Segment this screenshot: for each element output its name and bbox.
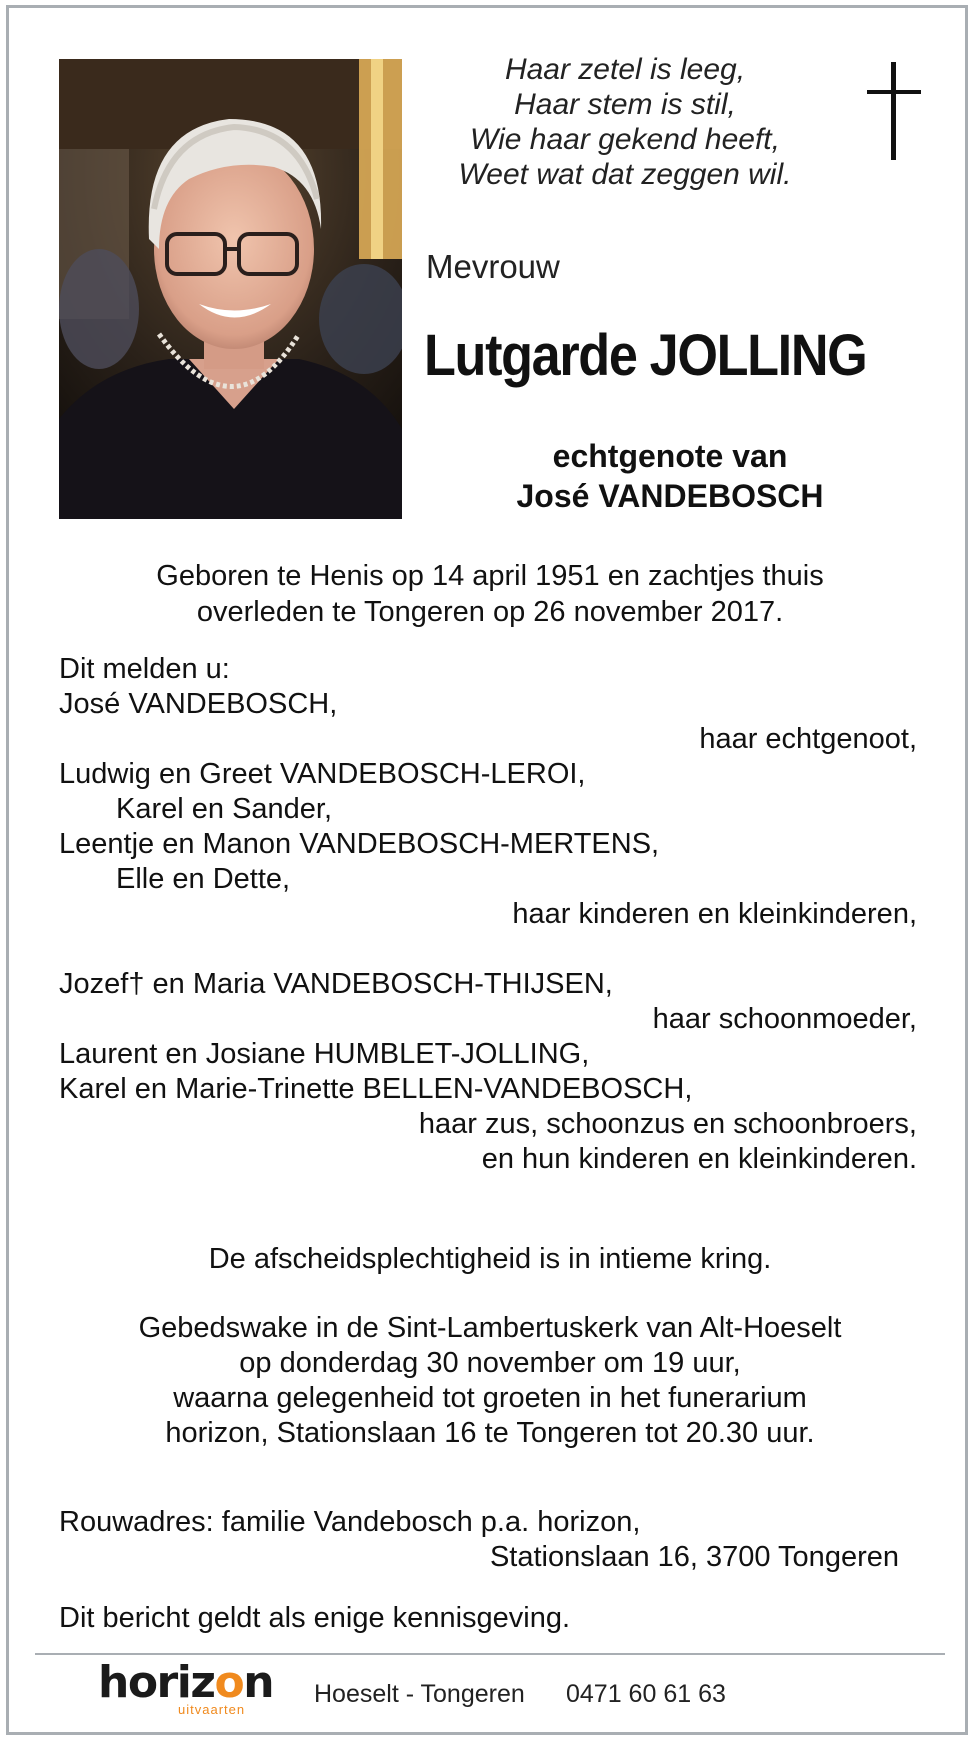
ceremony-text: De afscheidsplechtigheid is in intieme kring.: [208, 1243, 772, 1275]
condolence-address: [59, 1505, 899, 1575]
logo-wordmark: [98, 1658, 278, 1708]
wake-info: [60, 1311, 920, 1451]
spouse-relation: echtgenote van: [552, 438, 788, 474]
birth-line: Geboren te Henis op 14 april 1951 en zachtjes thuis: [156, 560, 824, 592]
spouse-name: José VANDEBOSCH: [516, 478, 824, 514]
mourner-line: en hun kinderen en kleinkinderen.: [481, 1143, 917, 1175]
mourner-line: haar echtgenoot,: [699, 723, 917, 755]
mourner-line: Elle en Dette,: [116, 863, 291, 895]
mourner-line: Jozef† en Maria VANDEBOSCH-THIJSEN,: [59, 968, 613, 1000]
footer-divider: [35, 1653, 945, 1655]
logo-accent-o: o: [214, 1657, 244, 1708]
mourner-line: haar schoonmoeder,: [652, 1003, 917, 1035]
death-line: overleden te Tongeren op 26 november 2017.: [196, 596, 784, 628]
mourner-line: José VANDEBOSCH,: [59, 688, 338, 720]
mourners-list: [59, 652, 917, 1177]
poem-line: Weet wat dat zeggen wil.: [458, 158, 792, 191]
poem: [420, 52, 830, 192]
mourner-line: Karel en Sander,: [116, 793, 333, 825]
mourner-line: haar kinderen en kleinkinderen,: [512, 898, 917, 930]
mourner-line: Laurent en Josiane HUMBLET-JOLLING,: [59, 1038, 590, 1070]
poem-line: Haar zetel is leeg,: [504, 53, 746, 86]
mourner-spacer: [59, 932, 917, 967]
wake-line: op donderdag 30 november om 19 uur,: [239, 1347, 741, 1379]
cross-icon: [864, 62, 924, 160]
logo-part: horiz: [98, 1657, 215, 1708]
poem-line: Wie haar gekend heeft,: [470, 123, 780, 156]
wake-line: Gebedswake in de Sint-Lambertuskerk van Alt-Hoeselt: [138, 1312, 842, 1344]
wake-line: horizon, Stationslaan 16 te Tongeren tot 20.30 uur.: [165, 1417, 815, 1449]
birth-death-info: [60, 558, 920, 630]
mourner-line: Ludwig en Greet VANDEBOSCH-LEROI,: [59, 758, 586, 790]
logo-part: n: [243, 1657, 274, 1708]
mourner-line: Leentje en Manon VANDEBOSCH-MERTENS,: [59, 828, 660, 860]
portrait-photo: [59, 59, 402, 519]
spouse-block: [440, 436, 900, 516]
logo-subtitle: uitvaarten: [178, 1702, 246, 1717]
wake-line: waarna gelegenheid tot groeten in het funerarium: [173, 1382, 807, 1414]
deceased-name: Lutgarde JOLLING: [424, 323, 867, 388]
footer-phone: 0471 60 61 63: [566, 1680, 726, 1708]
deceased-title: Mevrouw: [426, 248, 560, 285]
mourner-line: Karel en Marie-Trinette BELLEN-VANDEBOSCH,: [59, 1073, 693, 1105]
mourner-line: haar zus, schoonzus en schoonbroers,: [418, 1108, 917, 1140]
footer-locations: Hoeselt - Tongeren: [314, 1680, 525, 1708]
address-line: Rouwadres: familie Vandebosch p.a. horizon,: [59, 1506, 641, 1538]
horizon-logo: [98, 1658, 278, 1722]
notice-text: Dit bericht geldt als enige kennisgeving.: [59, 1602, 571, 1634]
mourner-line: Dit melden u:: [59, 653, 230, 685]
poem-line: Haar stem is stil,: [514, 88, 736, 121]
address-line: Stationslaan 16, 3700 Tongeren: [489, 1541, 899, 1573]
